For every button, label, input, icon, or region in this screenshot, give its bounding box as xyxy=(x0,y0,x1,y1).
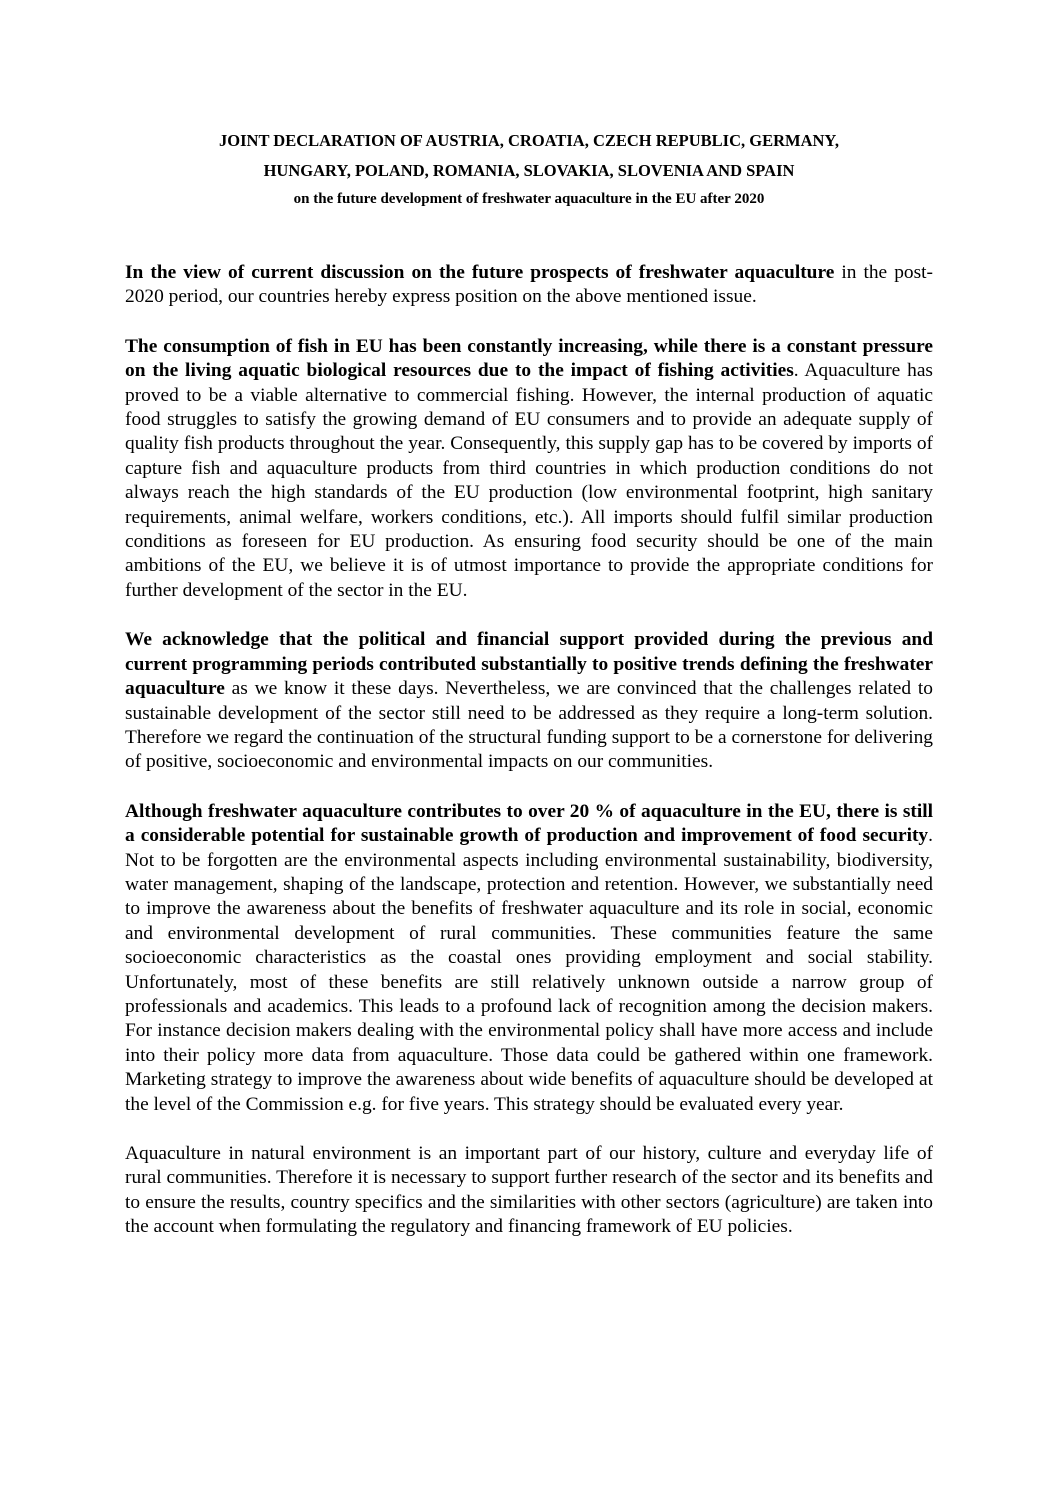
subtitle: on the future development of freshwater aquaculture in the EU after 2020 xyxy=(293,191,765,207)
paragraph-5 xyxy=(125,1142,933,1240)
title-line-1: JOINT DECLARATION OF AUSTRIA, CROATIA, CZECH REPUBLIC, GERMANY, xyxy=(219,131,839,150)
paragraph-2 xyxy=(125,335,933,603)
paragraph-4-bold: Although freshwater aquaculture contributes to over 20 % of aquaculture in the EU, there is still a considerable potential for sustainable growth of production and improvement of food security xyxy=(125,800,933,847)
declaration-header xyxy=(125,126,933,214)
paragraph-2-bold: The consumption of fish in EU has been constantly increasing, while there is a constant pressure on the living aquatic biological resources due to the impact of fishing activities xyxy=(125,335,933,382)
paragraph-4-text: . Not to be forgotten are the environmental aspects including environmental sustainability, biodiversity, water management, shaping of the landscape, protection and retention. However, we substantially need to improve the awareness about the benefits of freshwater aquaculture and its role in social, economic and environmental development of rural communities. These communities feature the same socioeconomic characteristics as the coastal ones providing employment and social stability. Unfortunately, most of these benefits are still relatively unknown outside a narrow group of professionals and academics. This leads to a profound lack of recognition among the decision makers. For instance decision makers dealing with the environmental policy shall have more access and include into their policy more data from aquaculture. Those data could be gathered within one framework. Marketing strategy to improve the awareness about wide benefits of aquaculture should be developed at the level of the Commission e.g. for five years. This strategy should be evaluated every year. xyxy=(125,825,933,1115)
paragraph-2-text: . Aquaculture has proved to be a viable alternative to commercial fishing. However, the internal production of aquatic food struggles to satisfy the growing demand of EU consumers and to provide an adequate supply of quality fish products throughout the year. Consequently, this supply gap has to be covered by imports of capture fish and aquaculture products from third countries in which production conditions do not always reach the high standards of the EU production (low environmental footprint, high sanitary requirements, animal welfare, workers conditions, etc.). All imports should fulfil similar production conditions as foreseen for EU production. As ensuring food security should be one of the main ambitions of the EU, we believe it is of utmost importance to provide the appropriate conditions for further development of the sector in the EU. xyxy=(125,360,933,601)
paragraph-5-text: Aquaculture in natural environment is an important part of our history, culture and everyday life of rural communities. Therefore it is necessary to support further research of the sector and its benefits and to ensure the results, country specifics and the similarities with other sectors (agriculture) are taken into the account when formulating the regulatory and financing framework of EU policies. xyxy=(125,1143,933,1238)
declaration-body xyxy=(125,261,933,1265)
paragraph-1-bold: In the view of current discussion on the future prospects of freshwater aquaculture xyxy=(125,262,835,283)
title-line-2: HUNGARY, POLAND, ROMANIA, SLOVAKIA, SLOVENIA AND SPAIN xyxy=(263,160,795,180)
paragraph-1 xyxy=(125,261,933,310)
paragraph-3-text: as we know it these days. Nevertheless, we are convinced that the challenges related to sustainable development of the sector still need to be addressed as they require a long-term solution. Therefore we regard the continuation of the structural funding support to be a cornerstone for delivering of positive, socioeconomic and environmental impacts on our communities. xyxy=(125,678,933,773)
paragraph-1-text: in the post-2020 period, our countries hereby express position on the above mentioned issue. xyxy=(125,262,933,308)
paragraph-4 xyxy=(125,800,933,1117)
paragraph-3 xyxy=(125,628,933,774)
paragraph-3-bold: We acknowledge that the political and financial support provided during the previous and current programming periods contributed substantially to positive trends defining the freshwater aquaculture xyxy=(125,629,933,700)
